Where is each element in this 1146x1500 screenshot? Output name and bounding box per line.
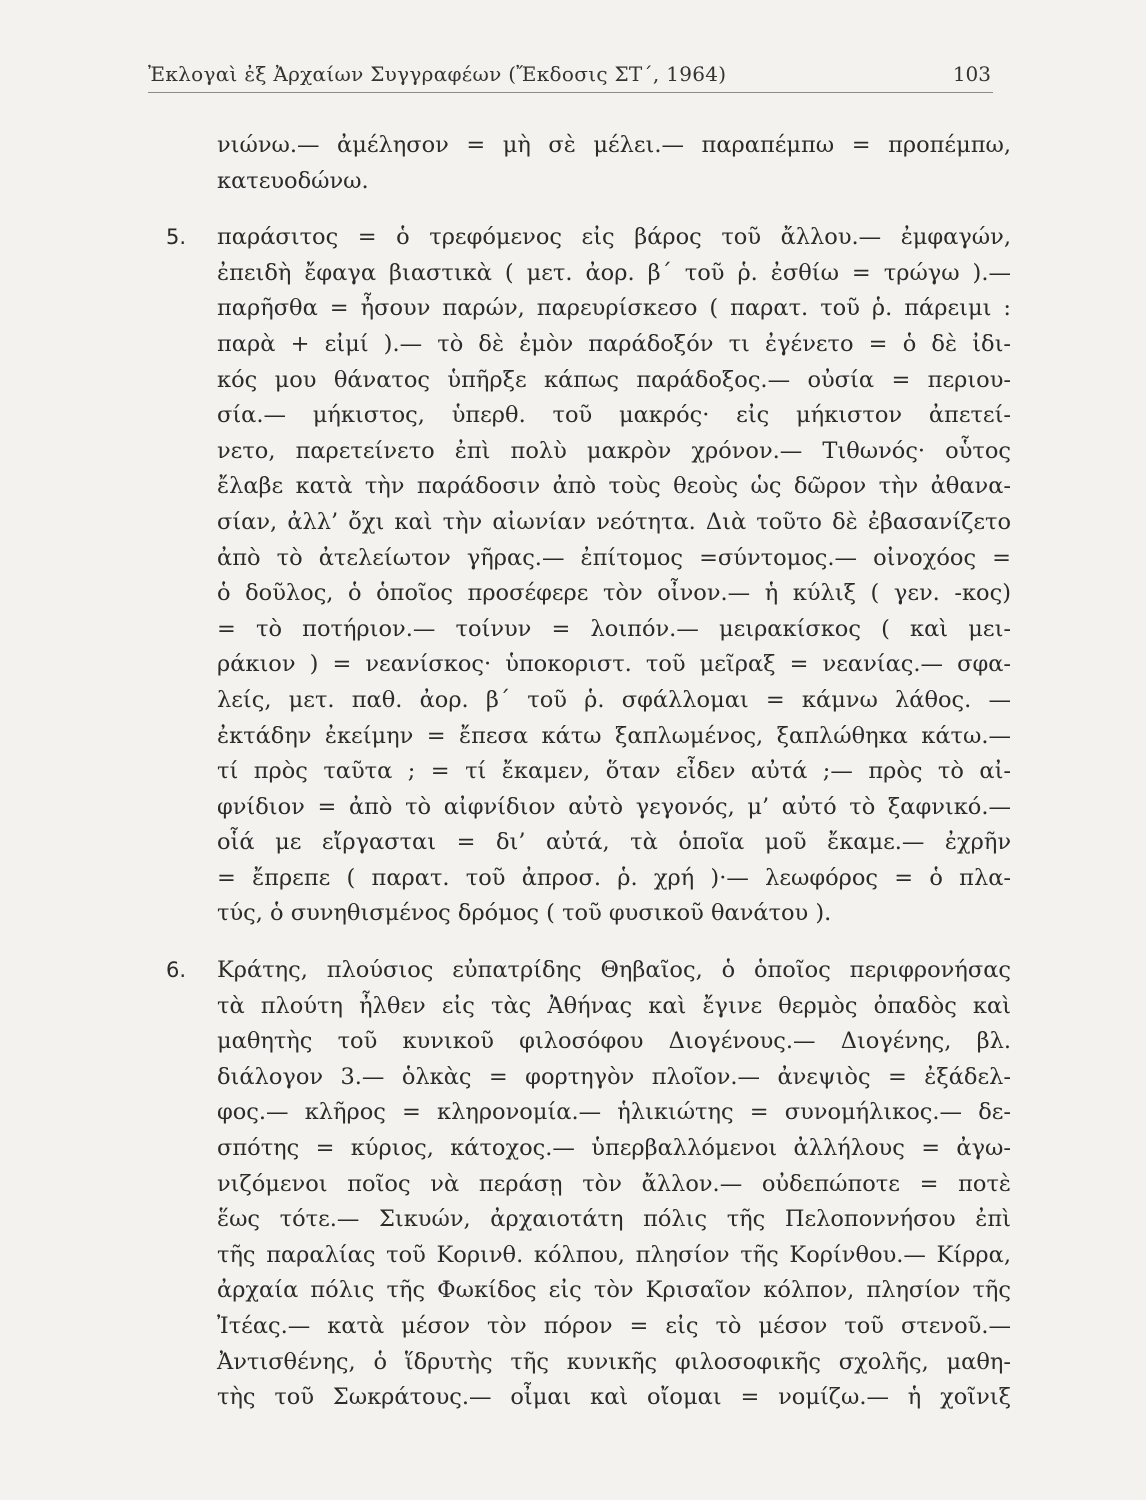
text-line: ὁ δοῦλος, ὁ ὁποῖος προσέφερε τὸν οἶνον.— ἡ κύλιξ ( γεν. -κος) [217,580,1011,607]
text-line: Ἰτέας.— κατὰ μέσον τὸν πόρον = εἰς τὸ μέσον τοῦ στενοῦ.— [217,1313,1011,1339]
note-6 [166,953,1011,1416]
text-line: φνίδιον = ἀπὸ τὸ αἰφνίδιον αὐτὸ γεγονός, μ’ αὐτό τὸ ξαφνικό.— [217,793,1011,820]
note-5 [166,220,1011,932]
text-line: οἷά με εἴργασται = δι’ αὐτά, τὰ ὁποῖα μοῦ ἔκαμε.— ἐχρῆν [217,829,1011,856]
text-line: ἐκτάδην ἐκείμην = ἔπεσα κάτω ξαπλωμένος, ξαπλώθηκα κάτω.— [217,722,1011,749]
notes-body [166,128,1011,1416]
text-line: διάλογον 3.— ὁλκὰς = φορτηγὸν πλοῖον.— ἀνεψιὸς = ἐξάδελ- [217,1063,1011,1090]
text-line: Κράτης, πλούσιος εὐπατρίδης Θηβαῖος, ὁ ὁποῖος περιφρονήσας [217,957,1011,984]
text-line: τῆς παραλίας τοῦ Κορινθ. κόλπου, πλησίον τῆς Κορίνθου.— Κίρρα, [217,1241,1011,1268]
text-line: νετο, παρετείνετο ἐπὶ πολὺ μακρὸν χρόνον.— Τιθωνός· οὗτος [217,437,1011,464]
text-line: ἕως τότε.— Σικυών, ἀρχαιοτάτη πόλις τῆς Πελοποννήσου ἐπὶ [217,1206,1011,1233]
text-line: σία.— μήκιστος, ὑπερθ. τοῦ μακρός· εἰς μήκιστον ἀπετεί- [217,402,1011,429]
text-line: ἀπὸ τὸ ἀτελείωτον γῆρας.— ἐπίτομος =σύντομος.— οἰνοχόος = [217,544,1011,571]
text-line: = ἔπρεπε ( παρατ. τοῦ ἀπροσ. ῥ. χρή )·— λεωφόρος = ὁ πλα- [217,864,1011,891]
text-line: Ἀντισθένης, ὁ ἵδρυτὴς τῆς κυνικῆς φιλοσοφικῆς σχολῆς, μαθη- [217,1348,1011,1375]
text-line: παρῆσθα = ἦσουν παρών, παρευρίσκεσο ( παρατ. τοῦ ῥ. πάρειμι : [217,295,1011,322]
text-line: νιζόμενοι ποῖος νὰ περάσῃ τὸν ἄλλον.— οὐδεπώποτε = ποτὲ [217,1170,1011,1197]
note-number: 5. [166,225,187,250]
text-line: κατευοδώνω. [217,167,369,194]
text-line: τύς, ὁ συνηθισμένος δρόμος ( τοῦ φυσικοῦ θανάτου ). [217,900,832,927]
text-line: τὴς τοῦ Σωκράτους.— οἶμαι καὶ οἴομαι = νομίζω.— ἡ χοῖνιξ [217,1384,1011,1411]
text-line: παρὰ + εἰμί ).— τὸ δὲ ἐμὸν παράδοξόν τι ἐγένετο = ὁ δὲ ἰδι- [217,330,1011,357]
text-line: τί πρὸς ταῦτα ; = τί ἔκαμεν, ὅταν εἶδεν αὐτά ;— πρὸς τὸ αἰ- [217,758,1011,785]
continuation-paragraph [166,128,1011,199]
text-line: σίαν, ἀλλ’ ὄχι καὶ τὴν αἰωνίαν νεότητα. Διὰ τοῦτο δὲ ἐβασανίζετο [217,508,1011,535]
text-line: = τὸ ποτήριον.— τοίνυν = λοιπόν.— μειρακίσκος ( καὶ μει- [217,615,1011,642]
text-line: ράκιον ) = νεανίσκος· ὑποκοριστ. τοῦ μεῖραξ = νεανίας.— σφα- [217,651,1011,678]
page-number: 103 [952,62,991,86]
text-line: λείς, μετ. παθ. ἀορ. β΄ τοῦ ῥ. σφάλλομαι = κάμνω λάθος. — [217,686,1011,713]
text-line: ἀρχαία πόλις τῆς Φωκίδος εἰς τὸν Κρισαῖον κόλπον, πλησίον τῆς [217,1277,1011,1304]
text-line: νιώνω.— ἀμέλησον = μὴ σὲ μέλει.— παραπέμπω = προπέμπω, [217,132,1011,158]
text-line: σπότης = κύριος, κάτοχος.— ὑπερβαλλόμενοι ἀλλήλους = ἀγω- [217,1135,1011,1162]
text-line: ἔλαβε κατὰ τὴν παράδοσιν ἀπὸ τοὺς θεοὺς ὡς δῶρον τὴν ἀθανα- [217,473,1011,500]
text-line: κός μου θάνατος ὑπῆρξε κάπως παράδοξος.— οὐσία = περιου- [217,366,1011,393]
running-header [148,60,993,93]
text-line: τὰ πλούτη ἦλθεν εἰς τὰς Ἀθήνας καὶ ἔγινε θερμὸς ὀπαδὸς καὶ [217,992,1011,1019]
text-line: φος.— κλῆρος = κληρονομία.— ἡλικιώτης = συνομήλικος.— δε- [217,1099,1011,1126]
note-number: 6. [166,958,187,983]
text-line: ἐπειδὴ ἔφαγα βιαστικὰ ( μετ. ἀορ. β΄ τοῦ ῥ. ἐσθίω = τρώγω ).— [217,259,1011,286]
text-line: μαθητὴς τοῦ κυνικοῦ φιλοσόφου Διογένους.— Διογένης, βλ. [217,1028,1011,1055]
text-line: παράσιτος = ὁ τρεφόμενος εἰς βάρος τοῦ ἄλλου.— ἐμφαγών, [217,224,1011,251]
book-title: Ἐκλογαὶ ἐξ Ἀρχαίων Συγγραφέων (Ἔκδοσις ΣΤ΄, 1964) [148,62,727,86]
